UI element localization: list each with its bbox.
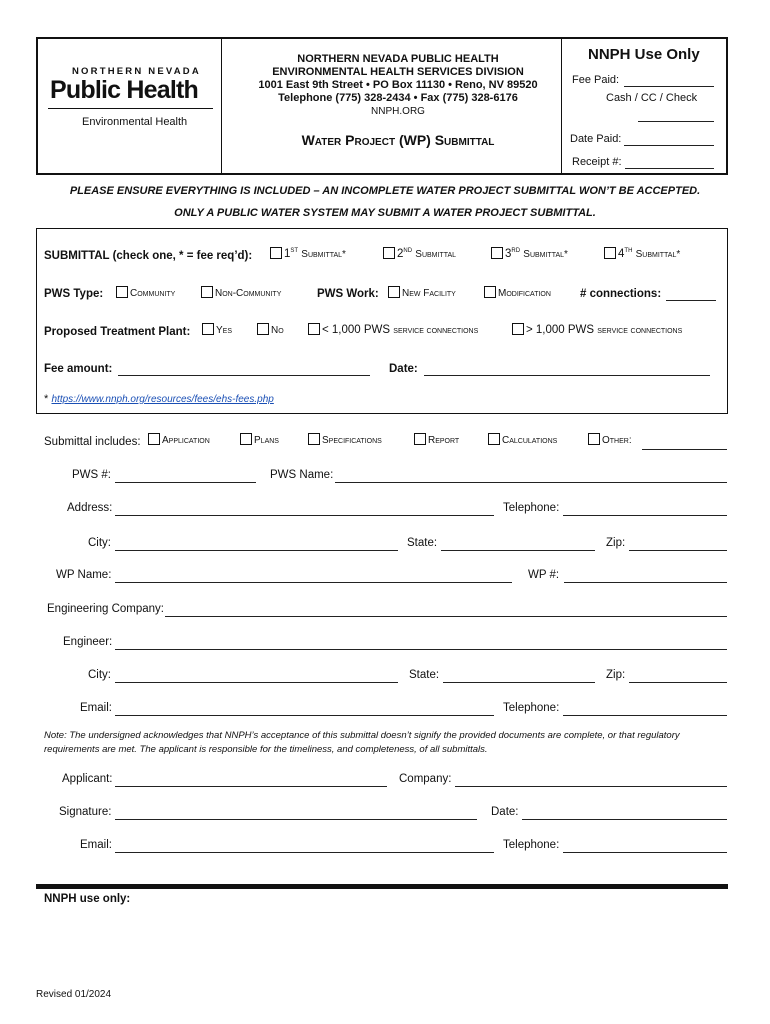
checkbox[interactable] [383, 247, 395, 259]
logo-top-text: NORTHERN NEVADA [72, 66, 201, 77]
footer-divider [36, 884, 728, 889]
city-line[interactable] [115, 550, 398, 551]
includes-calculations[interactable]: Calculations [488, 433, 557, 446]
telephone-line[interactable] [563, 515, 727, 516]
checkbox[interactable] [604, 247, 616, 259]
notice-line-2: ONLY A PUBLIC WATER SYSTEM MAY SUBMIT A WATER PROJECT SUBMITTAL. [174, 207, 596, 219]
fee-paid-label: Fee Paid: [572, 74, 620, 86]
checkbox[interactable] [201, 286, 213, 298]
logo-sub-text: Environmental Health [82, 116, 188, 128]
nnph-use-only-label: NNPH use only: [44, 893, 131, 905]
eng-zip-label: Zip: [606, 669, 626, 681]
pws-number-line[interactable] [115, 482, 256, 483]
eng-city-label: City: [88, 669, 111, 681]
fee-date-line[interactable] [424, 375, 710, 376]
checkbox[interactable] [512, 323, 524, 335]
pws-number-label: PWS #: [72, 469, 111, 481]
includes-specifications[interactable]: Specifications [308, 433, 382, 446]
pws-name-label: PWS Name: [270, 469, 334, 481]
receipt-label: Receipt #: [572, 156, 622, 168]
treatment-label: Proposed Treatment Plant: [44, 326, 191, 338]
engineer-line[interactable] [115, 649, 727, 650]
checkbox[interactable] [240, 433, 252, 445]
zip-line[interactable] [629, 550, 727, 551]
wp-number-line[interactable] [564, 582, 727, 583]
pws-name-line[interactable] [335, 482, 727, 483]
pay-methods: Cash / CC / Check [606, 92, 698, 104]
company-label: Company: [399, 773, 452, 785]
header-division: ENVIRONMENTAL HEALTH SERVICES DIVISION [272, 66, 524, 78]
submittal-1st[interactable]: 1ST Submittal* [270, 247, 346, 260]
connections-line[interactable] [666, 300, 716, 301]
includes-other-line[interactable] [642, 449, 727, 450]
checkbox[interactable] [488, 433, 500, 445]
fee-paid-line[interactable] [624, 86, 714, 87]
zip-label: Zip: [606, 537, 626, 549]
company-line[interactable] [455, 786, 727, 787]
sign-date-line[interactable] [522, 819, 727, 820]
eng-email-line[interactable] [115, 715, 494, 716]
checkbox[interactable] [202, 323, 214, 335]
applicant-telephone-label: Telephone: [503, 839, 560, 851]
checkbox[interactable] [308, 323, 320, 335]
eng-company-label: Engineering Company: [47, 603, 164, 615]
checkbox[interactable] [270, 247, 282, 259]
checkbox[interactable] [308, 433, 320, 445]
pws-work-modification[interactable]: Modification [484, 286, 551, 299]
applicant-telephone-line[interactable] [563, 852, 727, 853]
eng-city-line[interactable] [115, 682, 398, 683]
eng-state-label: State: [409, 669, 440, 681]
checkbox[interactable] [484, 286, 496, 298]
header-address: 1001 East 9th Street • PO Box 11130 • Reno, NV 89520 [258, 79, 538, 91]
signature-label: Signature: [59, 806, 112, 818]
submittal-4th[interactable]: 4TH Submittal* [604, 247, 680, 260]
fee-amount-label: Fee amount: [44, 363, 113, 375]
includes-plans[interactable]: Plans [240, 433, 279, 446]
checkbox[interactable] [148, 433, 160, 445]
fee-date-label: Date: [389, 363, 418, 375]
treatment-gt-1000[interactable]: > 1,000 PWS service connections [512, 323, 682, 336]
checkbox[interactable] [388, 286, 400, 298]
applicant-label: Applicant: [62, 773, 113, 785]
checkbox[interactable] [116, 286, 128, 298]
form-title: Water Project (WP) Submittal [301, 132, 495, 148]
acknowledgement-note: Note: The undersigned acknowledges that NNPH’s acceptance of this submittal doesn’t signify the provided documents are complete, or that regulatory requirements are met. The applicant is responsible for the timeliness, and completeness, of all submittals. [44, 730, 680, 755]
notice-line-1: PLEASE ENSURE EVERYTHING IS INCLUDED – AN INCOMPLETE WATER PROJECT SUBMITTAL WON’T BE ACCEPTED. [69, 185, 701, 197]
treatment-no[interactable]: No [257, 323, 284, 336]
includes-application[interactable]: Application [148, 433, 210, 446]
address-label: Address: [67, 502, 113, 514]
checkbox[interactable] [414, 433, 426, 445]
submittal-3rd[interactable]: 3RD Submittal* [491, 247, 568, 260]
eng-email-label: Email: [80, 702, 112, 714]
state-line[interactable] [441, 550, 595, 551]
wp-name-label: WP Name: [56, 569, 112, 581]
checkbox[interactable] [588, 433, 600, 445]
treatment-lt-1000[interactable]: < 1,000 PWS service connections [308, 323, 478, 336]
pws-type-label: PWS Type: [44, 288, 104, 300]
applicant-email-label: Email: [80, 839, 112, 851]
submittal-label: SUBMITTAL (check one, * = fee req’d): [44, 250, 253, 262]
logo-main-text: Public Health [50, 76, 198, 104]
submittal-2nd[interactable]: 2ND Submittal [383, 247, 456, 260]
eng-company-line[interactable] [165, 616, 727, 617]
includes-report[interactable]: Report [414, 433, 459, 446]
eng-telephone-label: Telephone: [503, 702, 560, 714]
city-label: City: [88, 537, 111, 549]
header-org: NORTHERN NEVADA PUBLIC HEALTH [297, 53, 499, 65]
eng-zip-line[interactable] [629, 682, 727, 683]
pay-method-line[interactable] [638, 121, 714, 122]
address-line[interactable] [115, 515, 494, 516]
pws-type-non-community[interactable]: Non-Community [201, 286, 281, 299]
state-label: State: [407, 537, 438, 549]
checkbox[interactable] [257, 323, 269, 335]
includes-other[interactable]: Other: [588, 433, 632, 446]
header-phone: Telephone (775) 328-2434 • Fax (775) 328-6176 [278, 92, 518, 104]
includes-label: Submittal includes: [44, 436, 141, 448]
pws-work-new[interactable]: New Facility [388, 286, 456, 299]
connections-label: # connections: [580, 288, 662, 300]
date-paid-line[interactable] [624, 145, 714, 146]
applicant-line[interactable] [115, 786, 387, 787]
sign-date-label: Date: [491, 806, 519, 818]
signature-line[interactable] [115, 819, 477, 820]
engineer-label: Engineer: [63, 636, 113, 648]
applicant-email-line[interactable] [115, 852, 494, 853]
header-web: NNPH.ORG [371, 106, 425, 117]
date-paid-label: Date Paid: [570, 133, 622, 145]
receipt-line[interactable] [625, 168, 714, 169]
fee-link[interactable]: * https://www.nnph.org/resources/fees/ehs-fees.php [44, 393, 274, 405]
use-only-title: NNPH Use Only [588, 46, 700, 63]
wp-number-label: WP #: [528, 569, 560, 581]
pws-work-label: PWS Work: [317, 288, 379, 300]
pws-type-community[interactable]: Community [116, 286, 175, 299]
eng-state-line[interactable] [443, 682, 595, 683]
wp-name-line[interactable] [115, 582, 512, 583]
eng-telephone-line[interactable] [563, 715, 727, 716]
treatment-yes[interactable]: Yes [202, 323, 232, 336]
fee-amount-line[interactable] [118, 375, 370, 376]
telephone-label: Telephone: [503, 502, 560, 514]
checkbox[interactable] [491, 247, 503, 259]
revised-date: Revised 01/2024 [36, 989, 112, 1000]
